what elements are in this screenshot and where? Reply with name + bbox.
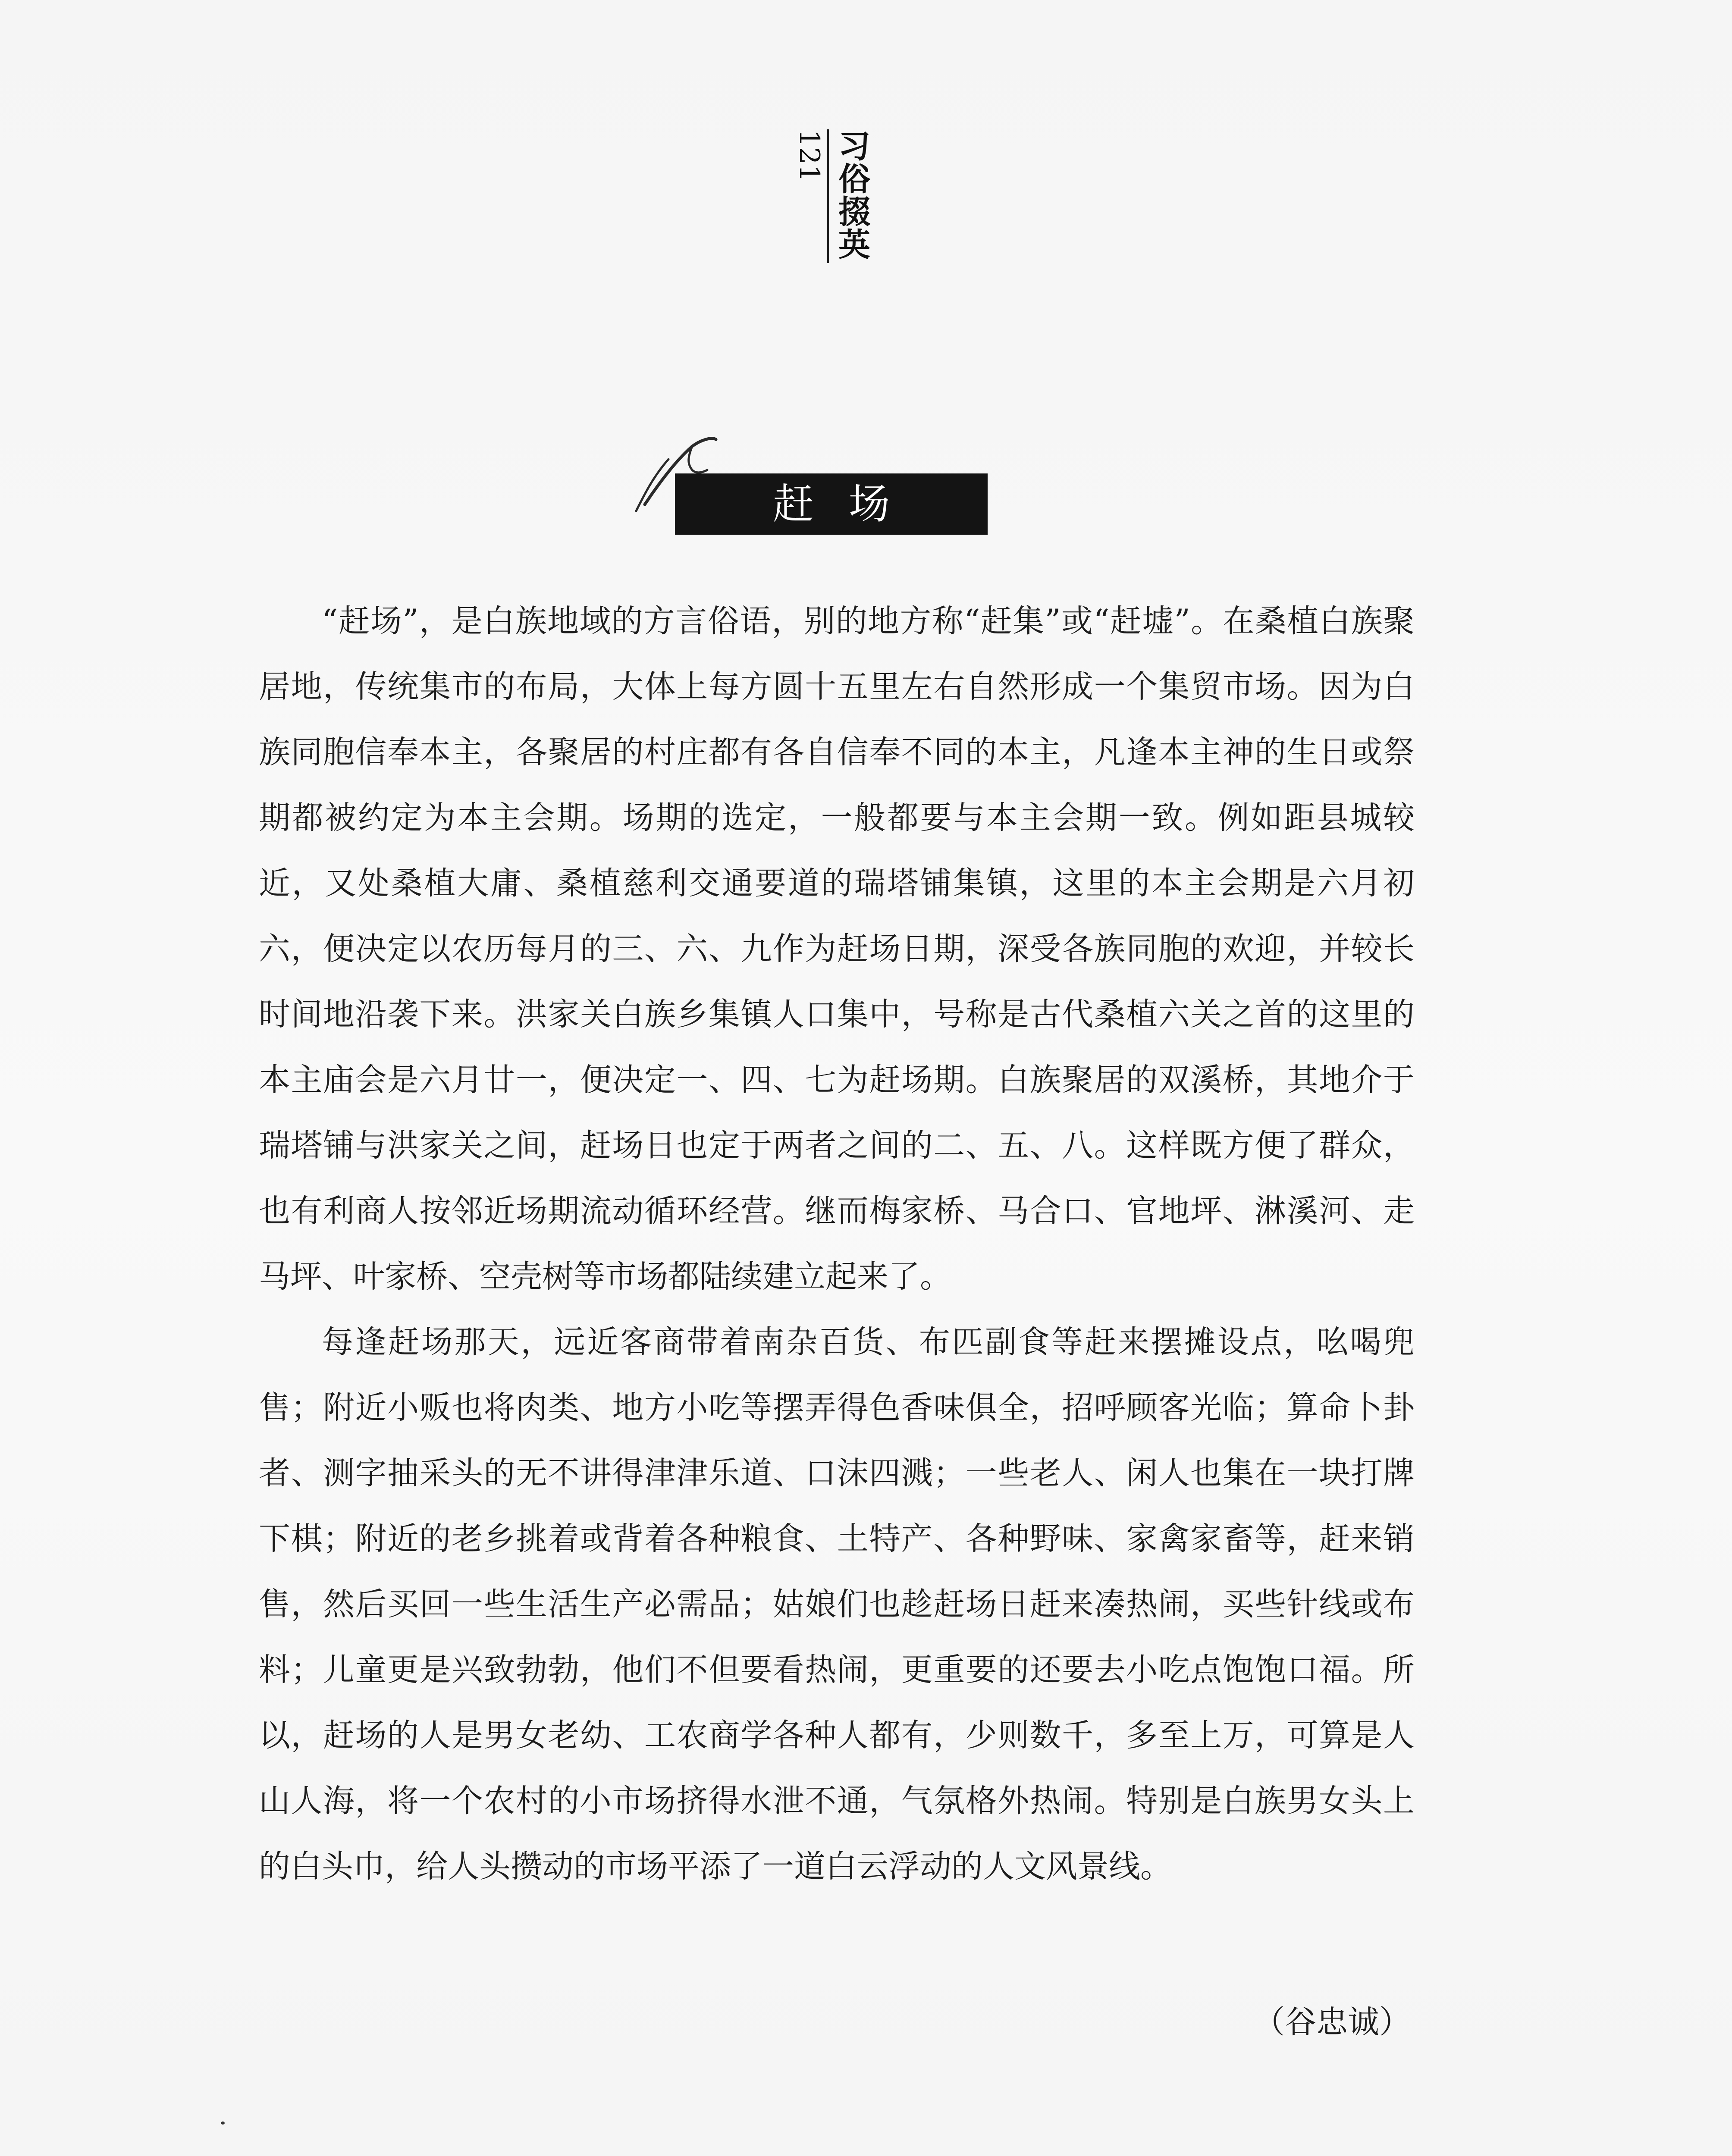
article-body xyxy=(259,589,1415,1899)
ink-speck xyxy=(221,2122,225,2125)
page-number: 121 xyxy=(793,129,825,182)
section-title: 赶场 xyxy=(772,480,925,528)
paragraph: “赶场”，是白族地域的方言俗语，别的地方称“赶集”或“赶墟”。在桑植白族聚居地，传统集市的布局，大体上每方圆十五里左右自然形成一个集贸市场。因为白族同胞信奉本主，各聚居的村庄都有各自信奉不同的本主，凡逢本主神的生日或祭期都被约定为本主会期。场期的选定，一般都要与本主会期一致。例如距县城较近，又处桑植大庸、桑植慈利交通要道的瑞塔铺集镇，这里的本主会期是六月初六，便决定以农历每月的三、六、九作为赶场日期，深受各族同胞的欢迎，并较长时间地沿袭下来。洪家关白族乡集镇人口集中，号称是古代桑植六关之首的这里的本主庙会是六月廿一，便决定一、四、七为赶场期。白族聚居的双溪桥，其地介于瑞塔铺与洪家关之间，赶场日也定于两者之间的二、五、八。这样既方便了群众，也有利商人按邻近场期流动循环经营。继而梅家桥、马合口、官地坪、淋溪河、走马坪、叶家桥、空壳树等市场都陆续建立起来了。 xyxy=(259,603,1415,1295)
paragraph: 每逢赶场那天，远近客商带着南杂百货、布匹副食等赶来摆摊设点，吆喝兜售；附近小贩也将肉类、地方小吃等摆弄得色香味俱全，招呼顾客光临；算命卜卦者、测字抽采头的无不讲得津津乐道、口沫四溅；一些老人、闲人也集在一块打牌下棋；附近的老乡挑着或背着各种粮食、土特产、各种野味、家禽家畜等，赶来销售，然后买回一些生活生产必需品；姑娘们也趁赶场日赶来凑热闹，买些针线或布料；儿童更是兴致勃勃，他们不但要看热闹，更重要的还要去小吃点饱饱口福。所以，赶场的人是男女老幼、工农商学各种人都有，少则数千，多至上万，可算是人山人海，将一个农村的小市场挤得水泄不通，气氛格外热闹。特别是白族男女头上的白头巾，给人头攒动的市场平添了一道白云浮动的人文风景线。 xyxy=(259,1324,1415,1885)
author-credit: （谷忠诚） xyxy=(1253,2004,1411,2040)
header-divider xyxy=(827,129,829,263)
section-title-band xyxy=(675,473,988,535)
running-header xyxy=(793,129,879,263)
chapter-title: 习俗掇英 xyxy=(833,129,870,260)
